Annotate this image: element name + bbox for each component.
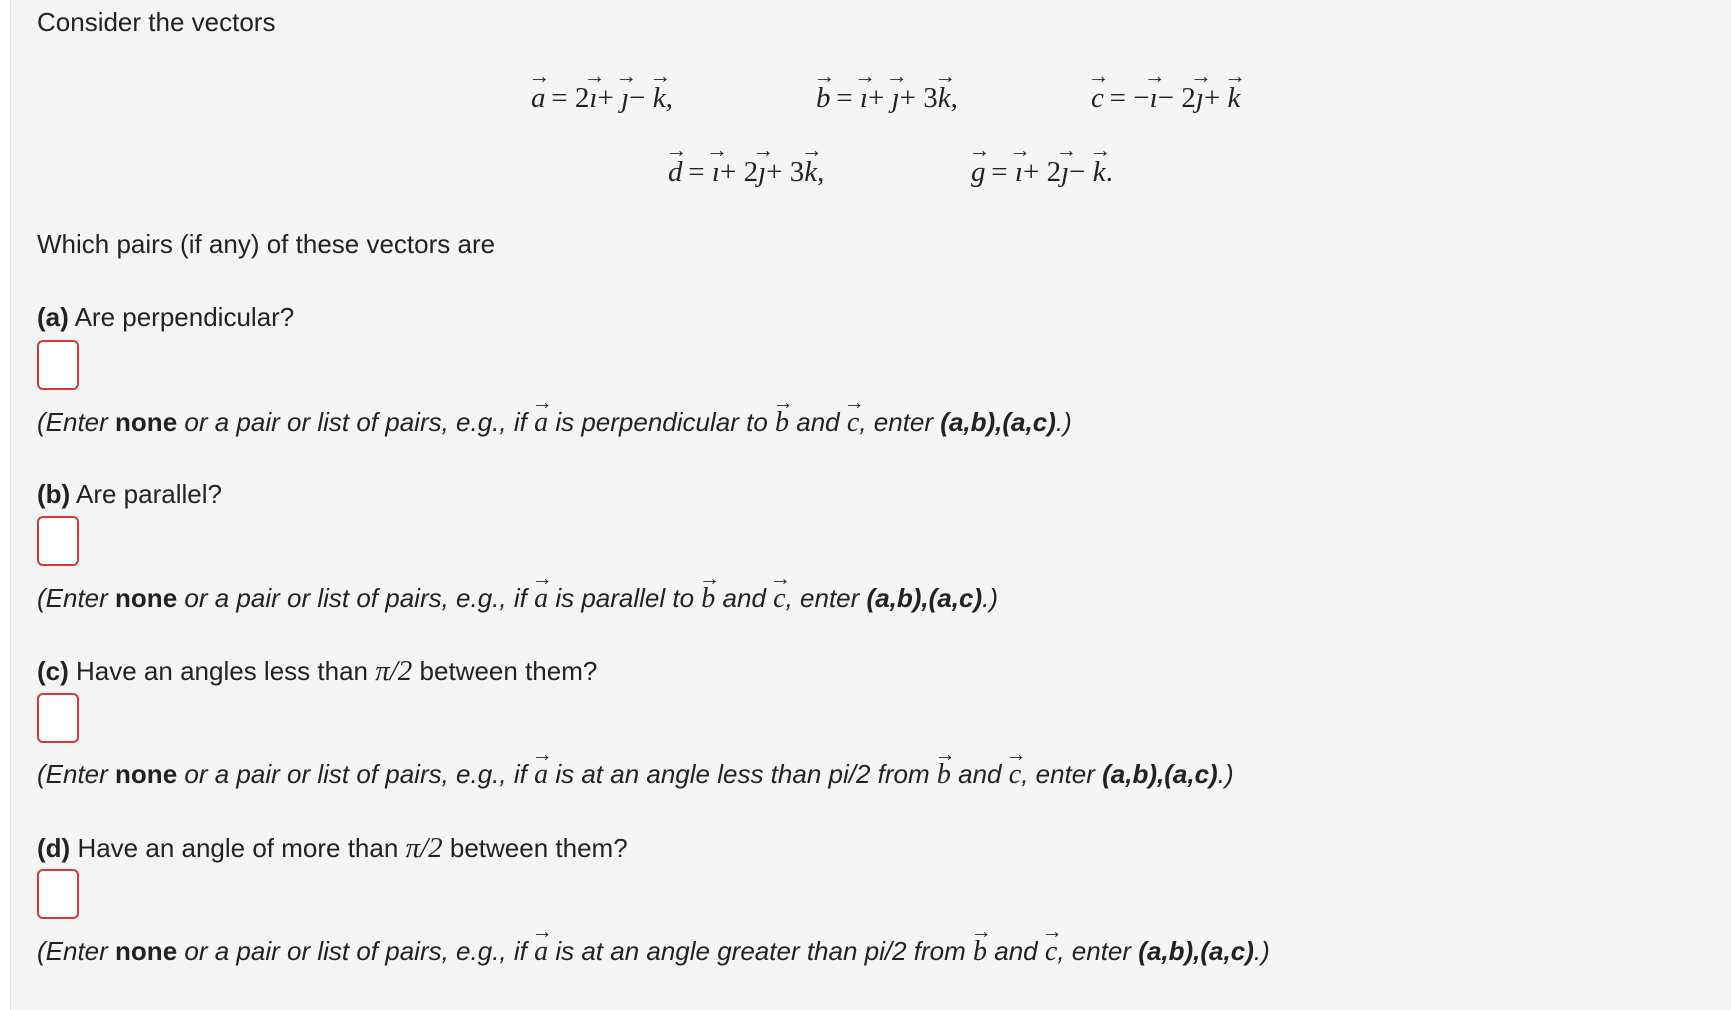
part-a-text: Are perpendicular? bbox=[74, 302, 295, 332]
question-stem: Which pairs (if any) of these vectors are bbox=[37, 229, 496, 259]
part-a-label: (a) bbox=[37, 302, 69, 332]
equation-c: → c = −→ ı− 2→ ȷ+ → k bbox=[1091, 82, 1240, 115]
equation-d: → d = → ı+ 2→ ȷ+ 3→ k, bbox=[668, 156, 824, 189]
pi-over-2: π/2 bbox=[405, 832, 443, 864]
part-a-question bbox=[37, 301, 294, 333]
part-d-hint: (Enter none or a pair or list of pairs, e.g., if → a is at an angle greater than pi/2 from → b and → c, enter (a,b),(a,c).) bbox=[37, 935, 1270, 968]
part-d-question: (d) Have an angle of more than π/2 between them? bbox=[37, 832, 628, 864]
answer-input-a[interactable] bbox=[37, 340, 79, 390]
equation-g: → g = → ı+ 2→ ȷ− → k. bbox=[971, 156, 1113, 189]
intro-text: Consider the vectors bbox=[37, 7, 276, 37]
answer-input-d[interactable] bbox=[37, 869, 79, 919]
part-d-label: (d) bbox=[37, 833, 71, 863]
part-b-question bbox=[37, 478, 222, 510]
part-b-hint: (Enter none or a pair or list of pairs, e.g., if → a is parallel to → b and → c, enter (a,b),(a,c).) bbox=[37, 582, 998, 615]
part-c-label: (c) bbox=[37, 656, 69, 686]
part-c-question: (c) Have an angles less than π/2 between them? bbox=[37, 655, 598, 687]
part-a-hint: (Enter none or a pair or list of pairs, e.g., if → a is perpendicular to → b and → c, enter (a,b),(a,c).) bbox=[37, 406, 1072, 439]
answer-input-c[interactable] bbox=[37, 693, 79, 743]
equation-b: → b = → ı+ → ȷ+ 3→ k, bbox=[816, 82, 958, 115]
part-b-text: Are parallel? bbox=[76, 479, 222, 509]
part-b-label: (b) bbox=[37, 479, 71, 509]
part-c-hint: (Enter none or a pair or list of pairs, e.g., if → a is at an angle less than pi/2 from → b and → c, enter (a,b),(a,c).) bbox=[37, 758, 1234, 791]
pi-over-2: π/2 bbox=[375, 655, 413, 687]
equation-a: → a = 2→ ı+ → ȷ− → k, bbox=[531, 82, 673, 115]
answer-input-b[interactable] bbox=[37, 516, 79, 566]
problem-panel bbox=[10, 0, 1731, 1010]
